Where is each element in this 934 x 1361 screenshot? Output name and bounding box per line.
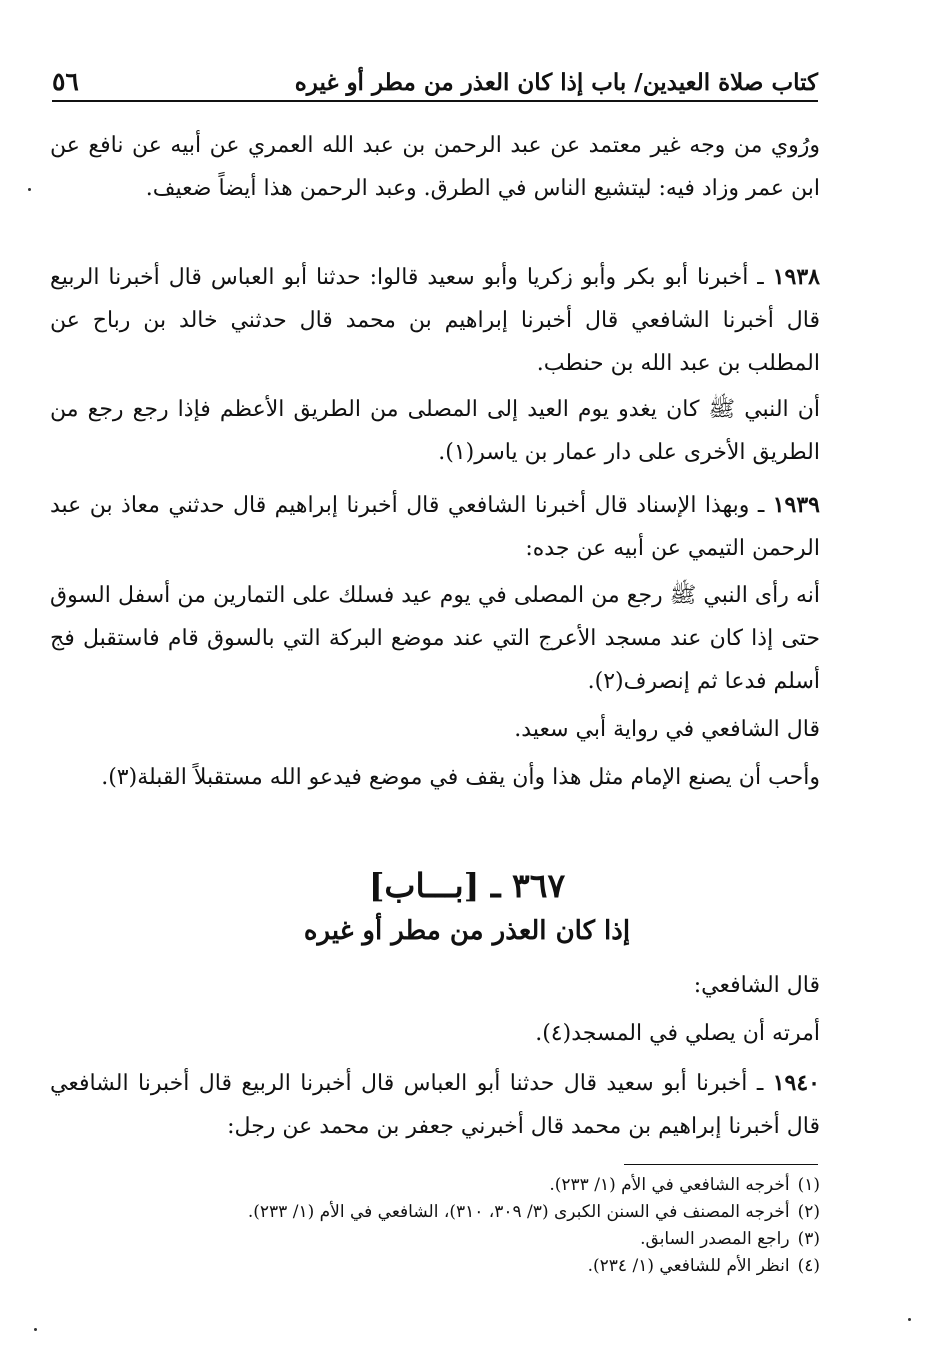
chapter-subtitle: إذا كان العذر من مطر أو غيره [303,916,631,946]
hadith-number: ١٩٣٩ [772,492,820,518]
footnote-item [50,1172,820,1199]
paragraph-text: أمرته أن يصلي في المسجد(٤). [535,1021,820,1046]
paragraph-text: ـ أخبرنا أبو سعيد قال حدثنا أبو العباس قال أخبرنا الربيع قال أخبرنا الشافعي قال أخبرنا إبراهيم بن محمد قال أخبرني جعفر بن محمد عن رجل: [50,1071,820,1139]
hadith-1938 [50,256,820,385]
paragraph-text: ـ وبهذا الإسناد قال أخبرنا الشافعي قال أخبرنا إبراهيم قال حدثني معاذ بن عبد الرحمن التيمي عن أبيه عن جده: [50,493,820,561]
paragraph-9 [50,1012,820,1055]
footnote-text: أخرجه المصنف في السنن الكبرى (٣/ ٣٠٩، ٣١٠)، الشافعي في الأم (١/ ٢٣٣). [247,1202,790,1222]
footnote-text: أخرجه الشافعي في الأم (١/ ٢٣٣). [549,1175,790,1195]
scan-speck [28,188,31,191]
hadith-1940 [50,1062,820,1148]
footnote-marker: (٣) [797,1229,820,1249]
paragraph-3 [50,388,820,474]
scan-speck [34,1328,37,1331]
hadith-number: ١٩٣٨ [772,264,820,290]
footnote-item [50,1253,820,1280]
paragraph-5 [50,574,820,703]
footnotes [50,1172,820,1280]
footnote-item [50,1226,820,1253]
page-number: ٥٦ [52,67,79,96]
chapter-title: ٣٦٧ ـ [بـــاب] [368,866,566,905]
paragraph-text: أن النبي ﷺ كان يغدو يوم العيد إلى المصلى من الطريق الأعظم فإذا رجع رجع من الطريق الأخرى على دار عمار بن ياسر(١). [50,397,820,465]
running-title: كتاب صلاة العيدين/ باب إذا كان العذر من مطر أو غيره [294,69,818,96]
footnote-divider [624,1164,818,1165]
paragraph-text: أنه رأى النبي ﷺ رجع من المصلى في يوم عيد فسلك على التمارين من أسفل السوق حتى إذا كان عند مسجد الأعرج التي عند موضع البركة التي بالسوق قام فاستقبل فج أسلم فدعا ثم إنصرف(٢). [50,583,820,694]
paragraph-7 [50,756,820,799]
footnote-marker: (٢) [797,1202,820,1222]
hadith-1939 [50,484,820,570]
paragraph-1 [50,124,820,210]
paragraph-text: قال الشافعي: [693,973,820,998]
footnote-text: انظر الأم للشافعي (١/ ٢٣٤). [587,1256,790,1276]
paragraph-6 [50,708,820,751]
paragraph-text: قال الشافعي في رواية أبي سعيد. [514,717,820,742]
paragraph-text: ورُوي من وجه غير معتمد عن عبد الرحمن بن عبد الله العمري عن أبيه عن نافع عن ابن عمر وزاد فيه: ليتشيع الناس في الطرق. وعبد الرحمن هذا أيضاً ضعيف. [50,133,820,201]
page-header [52,52,818,102]
paragraph-8 [50,964,820,1007]
footnote-marker: (١) [797,1175,820,1195]
scan-speck [908,1318,911,1321]
hadith-number: ١٩٤٠ [772,1070,820,1096]
paragraph-text: ـ أخبرنا أبو بكر وأبو زكريا وأبو سعيد قالوا: حدثنا أبو العباس قال أخبرنا الربيع قال أخبرنا الشافعي قال أخبرنا إبراهيم بن محمد قال حدثني خالد بن رباح عن المطلب بن عبد الله بن حنطب. [50,265,820,376]
paragraph-text: وأحب أن يصنع الإمام مثل هذا وأن يقف في موضع فيدعو الله مستقبلاً القبلة(٣). [101,765,820,790]
footnote-text: راجع المصدر السابق. [640,1229,790,1249]
footnote-item [50,1199,820,1226]
footnote-marker: (٤) [797,1256,820,1276]
